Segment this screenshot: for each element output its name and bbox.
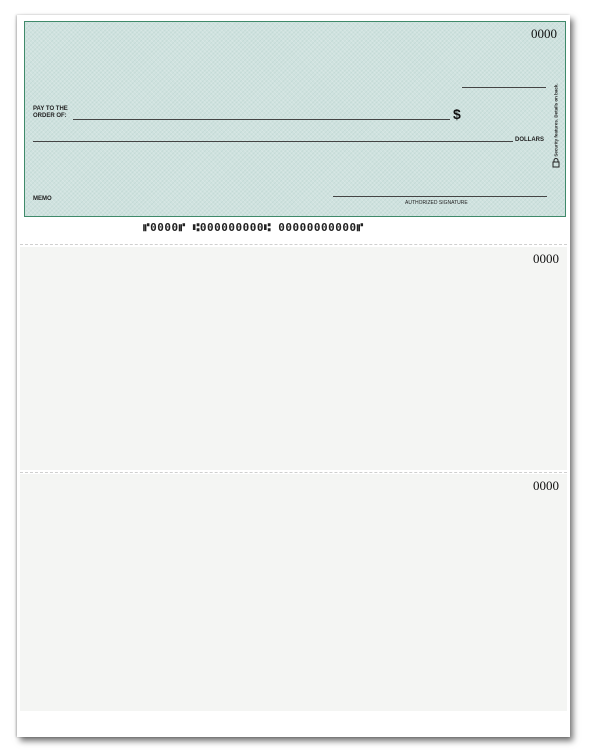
micr-line: ⑈0000⑈ ⑆000000000⑆ 00000000000⑈ (143, 221, 364, 234)
check-sheet (17, 15, 570, 737)
perforation-line (20, 244, 567, 245)
authorized-signature-label: AUTHORIZED SIGNATURE (405, 200, 468, 206)
signature-line[interactable] (333, 196, 547, 197)
pay-to-label-line2: ORDER OF: (33, 113, 67, 119)
dollars-label: DOLLARS (515, 137, 544, 143)
security-note-text: Security features. Details on back. (553, 83, 559, 157)
stub-upper-number: 0000 (533, 251, 559, 266)
date-line (462, 87, 546, 88)
padlock-icon (552, 158, 560, 168)
amount-words-line[interactable] (33, 141, 513, 142)
pay-to-label-line1: PAY TO THE (33, 106, 68, 112)
check-face (24, 21, 566, 217)
dollar-sign: $ (453, 106, 461, 122)
stub-lower-number: 0000 (533, 478, 559, 493)
memo-label: MEMO (33, 196, 52, 202)
stub-lower (20, 474, 567, 711)
check-number: 0000 (531, 26, 557, 41)
payee-line[interactable] (73, 119, 450, 120)
security-features-note (550, 80, 562, 160)
perforation-line (20, 472, 567, 473)
stub-upper (20, 247, 567, 470)
